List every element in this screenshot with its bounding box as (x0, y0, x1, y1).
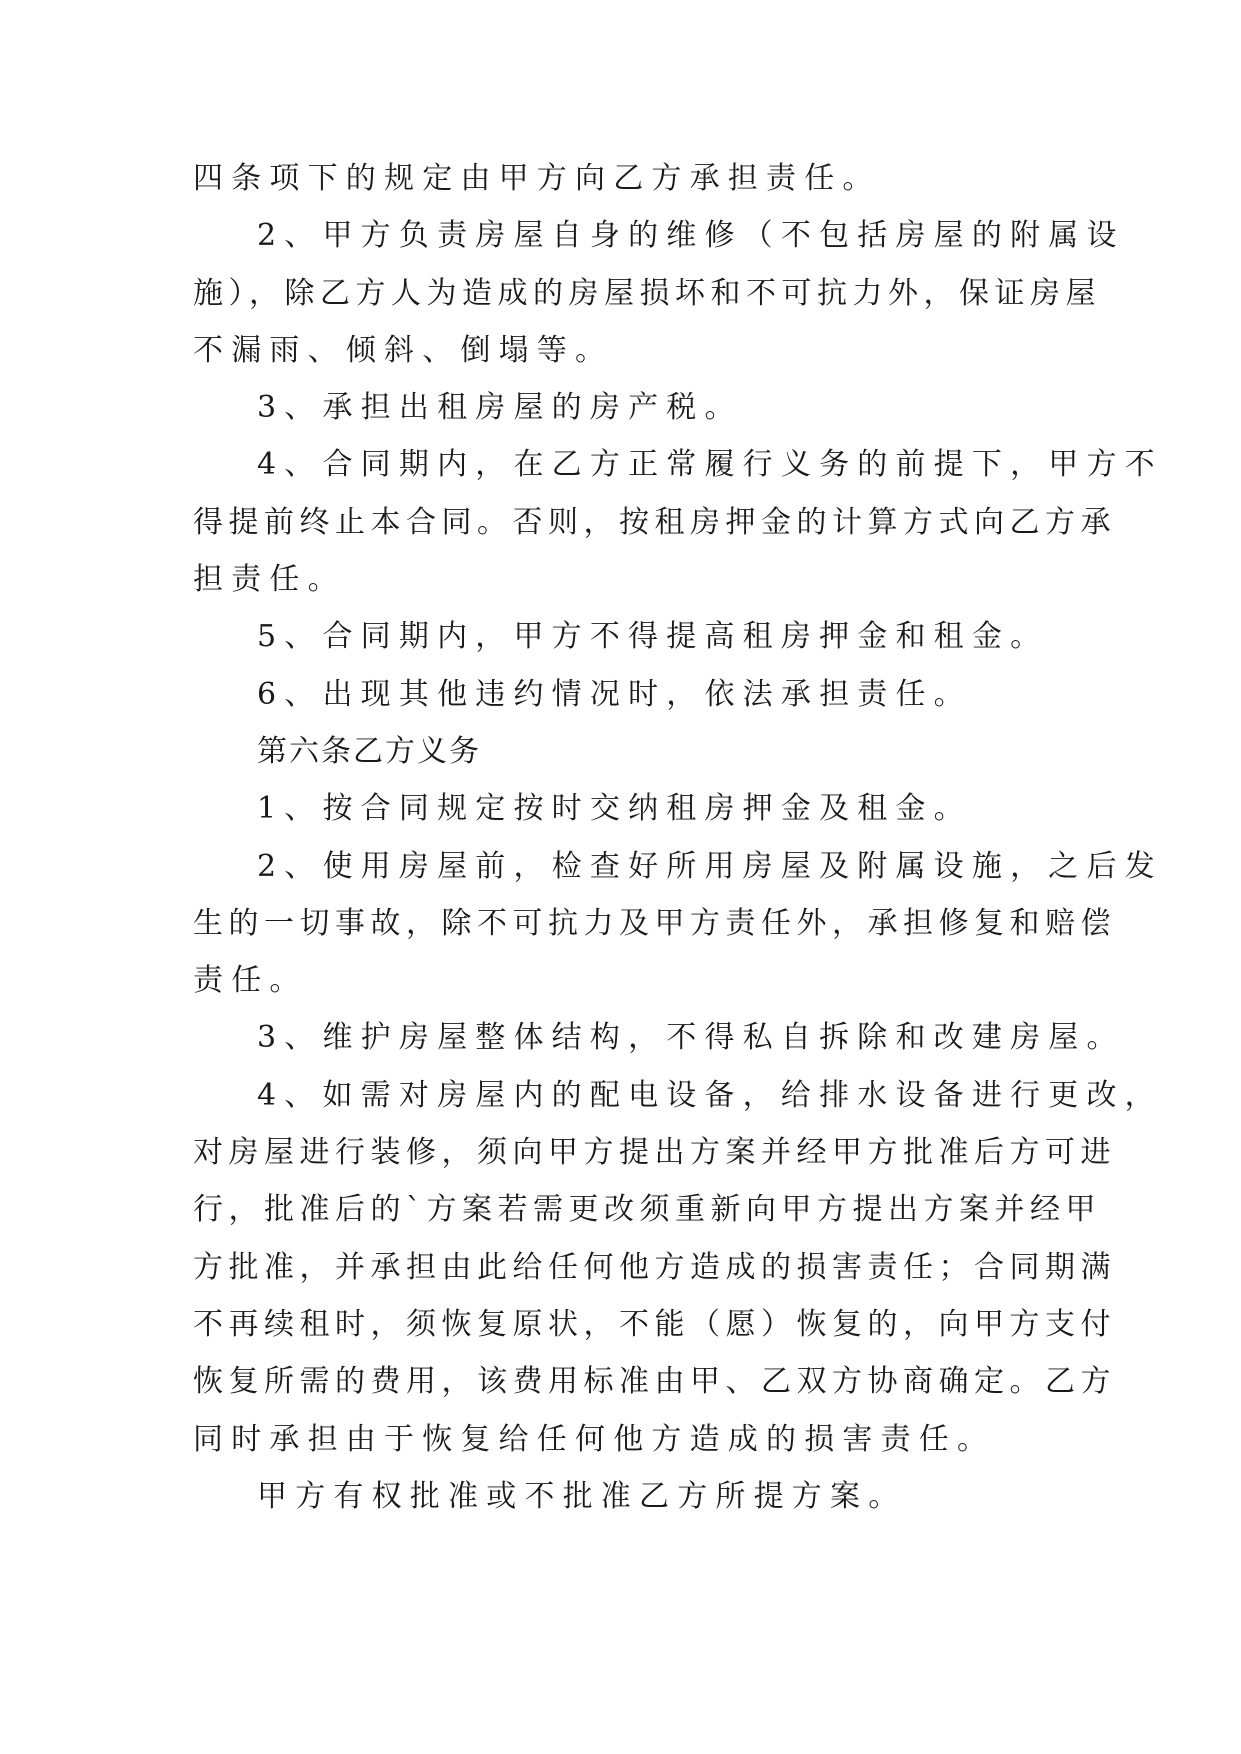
text-line: 1、按合同规定按时交纳租房押金及租金。 (257, 791, 972, 827)
text-line: 2、使用房屋前，检查好所用房屋及附属设施，之后发 (257, 848, 1163, 884)
text-line: 不再续租时，须恢复原状，不能（愿）恢复的，向甲方支付 (193, 1306, 1116, 1342)
text-line: 生的一切事故，除不可抗力及甲方责任外，承担修复和赔偿 (193, 905, 1116, 941)
text-line: 4、如需对房屋内的配电设备，给排水设备进行更改， (257, 1077, 1163, 1113)
section-heading: 第六条乙方义务 (257, 733, 481, 769)
text-line: 行，批准后的`方案若需更改须重新向甲方提出方案并经甲 (193, 1192, 1101, 1228)
text-line: 四条项下的规定由甲方向乙方承担责任。 (193, 161, 881, 196)
text-line: 4、合同期内，在乙方正常履行义务的前提下，甲方不 (257, 447, 1163, 483)
document-body (193, 150, 1163, 1525)
text-line: 2、甲方负责房屋自身的维修（不包括房屋的附属设 (257, 218, 1125, 254)
text-line: 方批准，并承担由此给任何他方造成的损害责任；合同期满 (193, 1249, 1116, 1285)
text-line: 施），除乙方人为造成的房屋损坏和不可抗力外，保证房屋 (193, 275, 1101, 311)
text-line: 不漏雨、倾斜、倒塌等。 (193, 332, 614, 368)
text-line: 同时承担由于恢复给任何他方造成的损害责任。 (193, 1421, 996, 1457)
text-line: 恢复所需的费用，该费用标准由甲、乙双方协商确定。乙方 (193, 1364, 1116, 1400)
text-line: 3、承担出租房屋的房产税。 (257, 390, 743, 426)
text-line: 对房屋进行装修，须向甲方提出方案并经甲方批准后方可进 (193, 1135, 1116, 1171)
text-line: 得提前终止本合同。否则，按租房押金的计算方式向乙方承 (193, 504, 1116, 540)
text-line: 5、合同期内，甲方不得提高租房押金和租金。 (257, 619, 1049, 655)
text-line: 3、维护房屋整体结构，不得私自拆除和改建房屋。 (257, 1020, 1125, 1056)
text-line: 担责任。 (193, 562, 346, 598)
text-line: 责任。 (193, 963, 308, 999)
text-line: 甲方有权批准或不批准乙方所提方案。 (257, 1478, 907, 1514)
text-line: 6、出现其他违约情况时，依法承担责任。 (257, 676, 972, 712)
